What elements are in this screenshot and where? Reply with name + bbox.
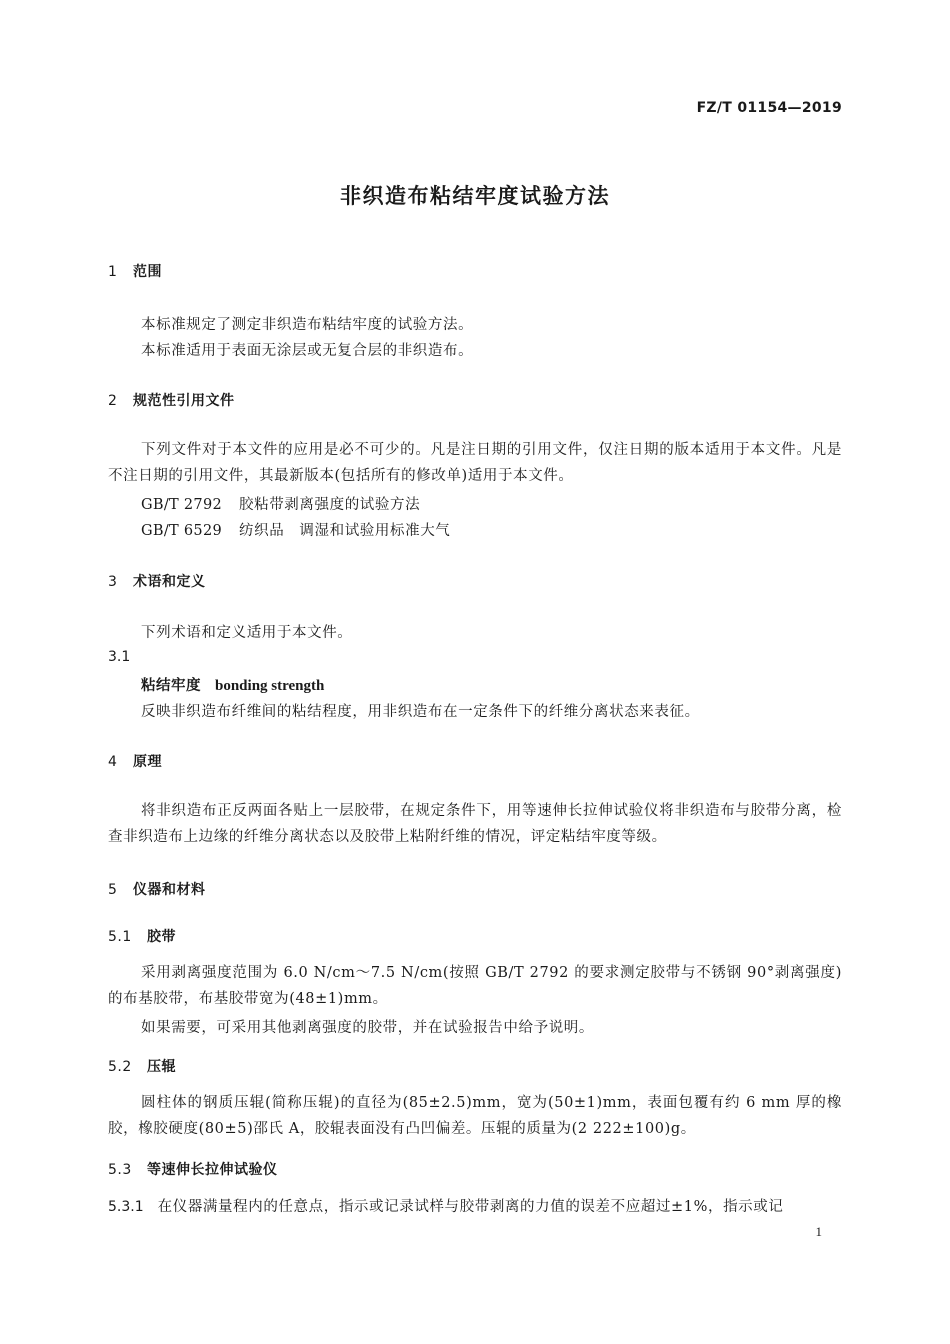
paragraph: 下列术语和定义适用于本文件。: [141, 625, 353, 641]
term-chinese: 粘结牢度: [141, 678, 201, 694]
subsection-title: 胶带: [147, 929, 176, 945]
paragraph: 采用剥离强度范围为 6.0 N/cm～7.5 N/cm(按照 GB/T 2792 的要求测定胶带与不锈钢 90°剥离强度)的布基胶带，布基胶带宽为(48±1)mm。: [108, 965, 842, 1007]
reference-title: 纺织品 调湿和试验用标准大气: [239, 523, 451, 539]
section-title: 规范性引用文件: [133, 393, 235, 409]
section-2-heading: [108, 390, 235, 410]
paragraph: 下列文件对于本文件的应用是必不可少的。凡是注日期的引用文件，仅注日期的版本适用于本文件。凡是不注日期的引用文件，其最新版本(包括所有的修改单)适用于本文件。: [108, 442, 842, 484]
subsection-number: 5.1: [108, 929, 132, 945]
clause-5-3-1: [108, 1194, 842, 1220]
subsection-5-1-heading: [108, 926, 176, 946]
subsection-title: 压辊: [147, 1059, 176, 1075]
paragraph: 如果需要，可采用其他剥离强度的胶带，并在试验报告中给予说明。: [141, 1020, 594, 1036]
subsection-number: 5.2: [108, 1059, 132, 1075]
section-number: 4: [108, 754, 118, 770]
reference-code: GB/T 6529: [141, 523, 223, 539]
section-title: 术语和定义: [133, 574, 206, 590]
section-number: 5: [108, 882, 118, 898]
reference-title: 胶粘带剥离强度的试验方法: [239, 497, 421, 513]
document-title: 非织造布粘结牢度试验方法: [340, 184, 610, 208]
term-english: bonding strength: [215, 678, 325, 694]
term-number: 3.1: [108, 649, 131, 665]
term-entry: [141, 674, 324, 695]
section-1-heading: [108, 261, 162, 281]
section-3-heading: [108, 571, 206, 591]
standard-number: FZ/T 01154—2019: [696, 100, 842, 116]
paragraph: 将非织造布正反两面各贴上一层胶带，在规定条件下，用等速伸长拉伸试验仪将非织造布与胶带分离，检查非织造布上边缘的纤维分离状态以及胶带上粘附纤维的情况，评定粘结牢度等级。: [108, 803, 842, 845]
section-title: 原理: [133, 754, 162, 770]
subsection-5-2-heading: [108, 1056, 176, 1076]
section-4-heading: [108, 751, 162, 771]
clause-number: 5.3.1: [108, 1199, 144, 1215]
section-title: 仪器和材料: [133, 882, 206, 898]
subsection-5-3-heading: [108, 1159, 278, 1179]
section-number: 2: [108, 393, 118, 409]
paragraph: 本标准规定了测定非织造布粘结牢度的试验方法。: [141, 317, 474, 333]
page-number: 1: [815, 1224, 822, 1239]
clause-text: 在仪器满量程内的任意点，指示或记录试样与胶带剥离的力值的误差不应超过±1%，指示或记: [157, 1199, 784, 1215]
term-definition: 反映非织造布纤维间的粘结程度，用非织造布在一定条件下的纤维分离状态来表征。: [141, 704, 700, 720]
subsection-number: 5.3: [108, 1162, 132, 1178]
paragraph: 圆柱体的钢质压辊(简称压辊)的直径为(85±2.5)mm，宽为(50±1)mm，表面包覆有约 6 mm 厚的橡胶，橡胶硬度(80±5)邵氏 A，胶辊表面没有凸凹偏差。压辊的质量为(2 222±100)g。: [108, 1095, 842, 1137]
section-number: 3: [108, 574, 118, 590]
paragraph: 本标准适用于表面无涂层或无复合层的非织造布。: [141, 343, 474, 359]
reference-code: GB/T 2792: [141, 497, 223, 513]
subsection-title: 等速伸长拉伸试验仪: [147, 1162, 278, 1178]
reference-item: [141, 493, 420, 514]
reference-item: [141, 519, 450, 540]
section-5-heading: [108, 879, 206, 899]
section-number: 1: [108, 264, 118, 280]
section-title: 范围: [133, 264, 162, 280]
